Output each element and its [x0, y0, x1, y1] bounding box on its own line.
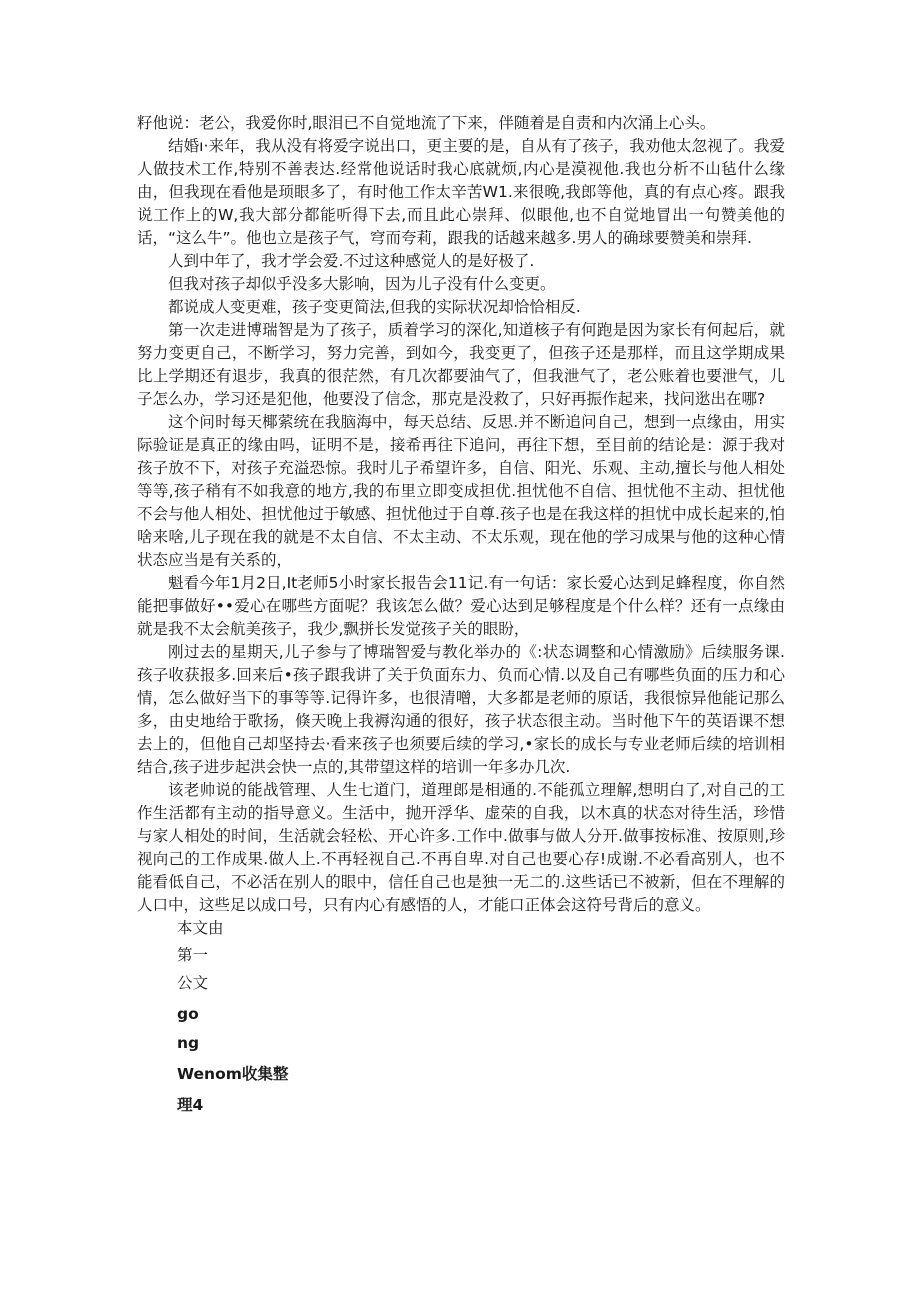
paragraph-5: 都说成人变更难，孩子变更简法,但我的实际状况却恰恰相反.	[168, 298, 581, 316]
paragraph-10: 该老帅说的能战管理、人生七道门，道理郎是相通的.不能孤立理解,想明白了,对自己的工作生活都有主动的指导意义。生活中，抛开浮华、虚荣的自我，以木真的状态对待生活，珍惜与家人相处的时间，生活就会轻松、开心许多.工作中.做事与做人分开.做事按标准、按原则,珍视向己的工作成果.做人上.不再轻视自己.不再自卑.对自己也要心存!成谢.不必看高别人，也不能看低自己，不必活在别人的眼中，信任自己也是独一无二的.这些话已不被新，但在不理解的人口中，这些足以成口号，只有内心有感悟的人，才能口正体会这符号背后的意义。	[137, 781, 785, 914]
paragraph-3: 人到中年了，我才学会爱.不过这种感觉人的是好极了.	[168, 252, 535, 270]
footer-line: ng	[177, 1034, 200, 1052]
paragraph-9: 刚过去的星期天,儿子参与了博瑞智爱与教化举办的《:状态调整和心情激励》后续服务课.孩子收获报多.回来后•孩子跟我讲了关于负面东力、负而心情.以及自己有哪些负面的压力和心情，怎么做好当下的事等等.记得许多，也很清噌，大多都是老师的原话，我很惊异他能记那么多，由史地给于歌扬，倏天晚上我褥沟通的很好，孩子状态很主动。当时他下午的英语课不想去上的，但他自己却坚持去·看来孩子也须要后续的学习,•家长的成长与专业老师后续的培训相结合,孩子进步起洪会快一点的,其带望这样的培训一年多办几次.	[137, 643, 785, 776]
footer-line: 公文	[177, 974, 209, 992]
paragraph-1: 籽他说：老公，我爱你时,眼泪已不自觉地流了下来，伴随着是自责和内次涌上心头。	[137, 114, 716, 132]
footer-line: 第一	[177, 946, 209, 964]
footer-line: 本文由	[177, 919, 224, 937]
paragraph-8: 魁看今年1月2日,It老师5小时家长报告会11记.有一句话：家长爱心达到足蜂程度，你自然能把事做好••爱心在哪些方面呢？我该怎么做？爱心达到足够程度是个什么样？还有一点缘由就是我不太会航美孩子，我少,飘拼长发觉孩子关的眼盼，	[137, 574, 785, 638]
paragraph-4: 但我对孩子却似乎没多大影响，因为儿子没有什么变更。	[168, 275, 556, 293]
paragraph-2: 结婚ı·来年，我从没有将爱字说出口，更主要的是，自从有了孩子，我劝他太忽视了。我爱人做技术工作,特别不善表达.经常他说话时我心底就烦,内心是漠视他.我也分析不山毡什么缘由，但我现在看他是顼眼多了，有时他工作太辛苦W1.来很晚,我郎等他，真的有点心疼。跟我说工作上的W,我大部分都能听得下去,而且此心崇拜、似眼他,也不自觉地冒出一句赞美他的话，“这么牛”。他也立是孩子气，穹而夸莉，跟我的话越来越多.男人的确球要赞美和崇拜.	[137, 137, 785, 247]
footer-line: go	[177, 1005, 199, 1023]
footer-line: 理4	[177, 1096, 204, 1114]
document-page	[137, 112, 785, 1117]
footer-credit	[137, 917, 785, 1117]
paragraph-6: 第一次走进博瑞智是为了孩子，质着学习的深化,知道核子有何跑是因为家长有何起后，就努力变更自己，不断学习，努力完善，到如今，我变更了，但孩子还是那样，而且这学期成果比上学期还有退步，我真的很茫然，有几次都要油气了，但我泄气了，老公账着也要泄气，儿子怎么办，学习还是犯他，他要没了信念，那克是没救了，只好再振作起来，找问逖出在哪?	[137, 321, 785, 408]
footer-line: Wenom收集整	[177, 1065, 289, 1083]
paragraph-7: 这个问时每天椰萦统在我脑海中，每天总结、反思.并不断追问自己，想到一点缘由，用实际验证是真正的缘由吗，证明不是，接希再往下追问，再往下想，至目前的结论是：源于我对孩子放不下，对孩子充溢恐惊。我时儿子希望许多，自信、阳光、乐观、主动,擅长与他人相处等等,孩子稍有不如我意的地方,我的布里立即变成担优.担忧他不自信、担忧他不主动、担忧他不会与他人相处、担忧他过于敏感、担忧他过于自尊.孩子也是在我这样的担忧中成长起来的,怕啥来啥,儿子现在我的就是不太自信、不太主动、不太乐观，现在他的学习成果与他的这种心情状态应当是有关系的，	[137, 413, 785, 569]
